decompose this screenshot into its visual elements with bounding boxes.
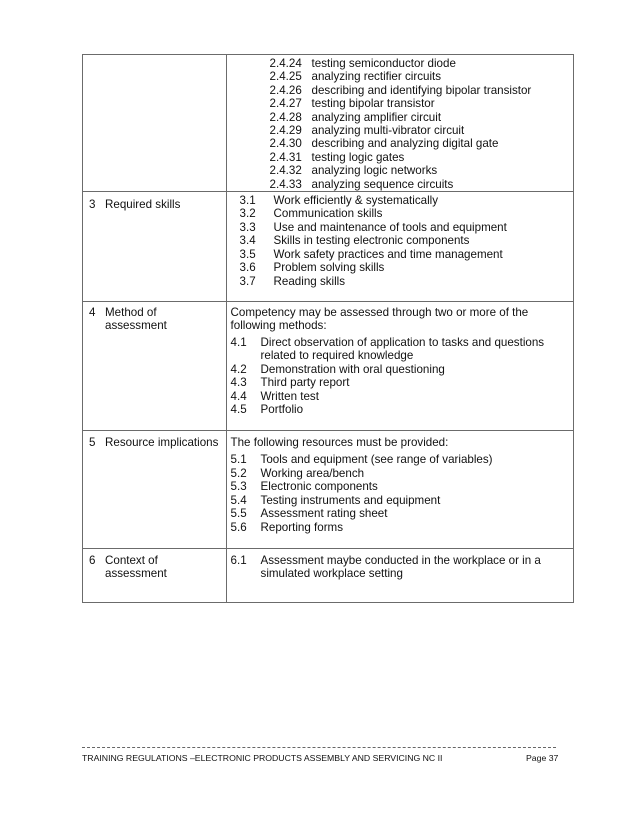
- item-number: 5.1: [230, 453, 247, 467]
- item-number: 3.7: [239, 274, 256, 288]
- item-text: Portfolio: [260, 402, 304, 416]
- skills-list: [227, 192, 573, 288]
- item-number: 2.4.26: [269, 83, 302, 97]
- footer-divider: [82, 747, 556, 748]
- item-number: 3.3: [239, 220, 256, 234]
- intro-text: The following resources must be provided:: [230, 436, 449, 450]
- list-item: [270, 178, 573, 191]
- item-number: 4.5: [230, 402, 247, 416]
- row-content-cell: [226, 302, 573, 431]
- item-number: 4.4: [230, 389, 247, 403]
- item-number: 2.4.29: [269, 124, 302, 138]
- row-label-cell: [83, 302, 227, 431]
- item-text: Problem solving skills: [273, 261, 385, 275]
- item-number: 2.4.28: [269, 110, 302, 124]
- list-item: [240, 261, 573, 274]
- item-number: 4.3: [230, 376, 247, 390]
- list-item: [231, 403, 573, 416]
- item-number: 2.4.33: [269, 177, 302, 191]
- item-text: Skills in testing electronic components: [273, 234, 470, 248]
- item-text: Demonstration with oral questioning: [260, 362, 445, 376]
- item-number: 6.1: [230, 554, 247, 568]
- item-text: Use and maintenance of tools and equipment: [273, 220, 507, 234]
- item-text: testing logic gates: [311, 150, 405, 164]
- resources-list: [227, 449, 573, 533]
- list-item: [231, 390, 573, 403]
- item-number: 2.4.27: [269, 97, 302, 111]
- list-item: [240, 207, 573, 220]
- item-text: testing bipolar transistor: [311, 97, 435, 111]
- competency-table: [82, 54, 574, 603]
- item-number: 3.6: [239, 261, 256, 275]
- item-number: 4.2: [230, 362, 247, 376]
- row-label-cell: [83, 549, 227, 603]
- sub-list: [227, 55, 573, 191]
- list-item: [270, 151, 573, 164]
- list-item: [240, 194, 573, 207]
- left-cell-empty: [83, 55, 227, 192]
- list-item: [231, 494, 573, 507]
- list-item: [231, 363, 573, 376]
- item-text: Testing instruments and equipment: [260, 493, 441, 507]
- item-number: 5.2: [230, 466, 247, 480]
- item-number: 5.6: [230, 520, 247, 534]
- item-text: Assessment maybe conducted in the workplace or in a simulated workplace setting: [260, 554, 541, 581]
- item-text: Work safety practices and time management: [273, 247, 503, 261]
- methods-list: [227, 333, 573, 416]
- row-label: Context of assessment: [105, 554, 167, 581]
- list-item: [240, 248, 573, 261]
- footer-title: TRAINING REGULATIONS –ELECTRONIC PRODUCTS ASSEMBLY AND SERVICING NC II: [82, 753, 443, 763]
- item-text: Written test: [260, 389, 319, 403]
- list-item: [270, 124, 573, 137]
- item-text: Third party report: [260, 376, 350, 390]
- list-item: [231, 467, 573, 480]
- item-text: analyzing logic networks: [311, 164, 438, 178]
- row-number: 5: [89, 436, 96, 450]
- list-item: [270, 97, 573, 110]
- row-content-cell: [226, 192, 573, 302]
- row-label: Required skills: [105, 198, 181, 212]
- list-item: [270, 70, 573, 83]
- context-list: [227, 549, 573, 581]
- item-text: testing semiconductor diode: [311, 57, 456, 70]
- row-number: 6: [89, 554, 96, 568]
- row-content-cell: [226, 549, 573, 603]
- item-number: 5.5: [230, 507, 247, 521]
- intro-text: Competency may be assessed through two or more of the following methods:: [230, 306, 529, 333]
- item-text: describing and identifying bipolar transistor: [311, 83, 532, 97]
- list-item: [270, 84, 573, 97]
- item-number: 3.4: [239, 234, 256, 248]
- item-text: Electronic components: [260, 480, 378, 494]
- table-row-method-of-assessment: [83, 302, 574, 431]
- item-number: 3.1: [239, 194, 256, 208]
- list-item: [231, 507, 573, 520]
- item-text: Direct observation of application to tasks and questions related to required knowledge: [260, 335, 545, 363]
- list-item: [270, 111, 573, 124]
- list-item: [240, 275, 573, 288]
- table-row-context-of-assessment: [83, 549, 574, 603]
- list-item: [231, 376, 573, 389]
- item-number: 2.4.25: [269, 70, 302, 84]
- item-number: 2.4.30: [269, 137, 302, 151]
- item-text: Working area/bench: [260, 466, 365, 480]
- list-item: [270, 57, 573, 70]
- row-content-cell: [226, 431, 573, 549]
- item-text: Tools and equipment (see range of variables): [260, 453, 493, 467]
- item-text: analyzing sequence circuits: [311, 177, 454, 191]
- row-label: Resource implications: [105, 436, 219, 450]
- list-item: [240, 221, 573, 234]
- item-text: Work efficiently & systematically: [273, 194, 439, 208]
- item-text: describing and analyzing digital gate: [311, 137, 499, 151]
- item-text: Reporting forms: [260, 520, 344, 534]
- item-number: 3.5: [239, 247, 256, 261]
- row-label-cell: [83, 431, 227, 549]
- row-number: 4: [89, 306, 96, 320]
- item-text: analyzing rectifier circuits: [311, 70, 442, 84]
- list-item: [231, 554, 573, 581]
- item-number: 3.2: [239, 207, 256, 221]
- item-text: analyzing amplifier circuit: [311, 110, 442, 124]
- row-label-cell: [83, 192, 227, 302]
- list-item: [270, 164, 573, 177]
- page-number: Page 37: [526, 753, 559, 763]
- item-text: Reading skills: [273, 274, 346, 288]
- row-label: Method of assessment: [105, 306, 167, 333]
- list-item: [231, 336, 573, 363]
- item-text: analyzing multi-vibrator circuit: [311, 124, 465, 138]
- list-item: [231, 521, 573, 534]
- item-number: 2.4.32: [269, 164, 302, 178]
- list-item: [231, 453, 573, 466]
- item-text: Communication skills: [273, 207, 383, 221]
- right-cell: [226, 55, 573, 192]
- list-item: [231, 480, 573, 493]
- item-number: 2.4.24: [269, 57, 302, 70]
- item-number: 5.3: [230, 480, 247, 494]
- list-item: [270, 137, 573, 150]
- row-number: 3: [89, 198, 96, 212]
- item-number: 4.1: [230, 335, 247, 349]
- table-row-resource-implications: [83, 431, 574, 549]
- list-item: [240, 234, 573, 247]
- item-text: Assessment rating sheet: [260, 507, 388, 521]
- table-row-continuation: [83, 55, 574, 192]
- table-row-required-skills: [83, 192, 574, 302]
- item-number: 2.4.31: [269, 150, 302, 164]
- item-number: 5.4: [230, 493, 247, 507]
